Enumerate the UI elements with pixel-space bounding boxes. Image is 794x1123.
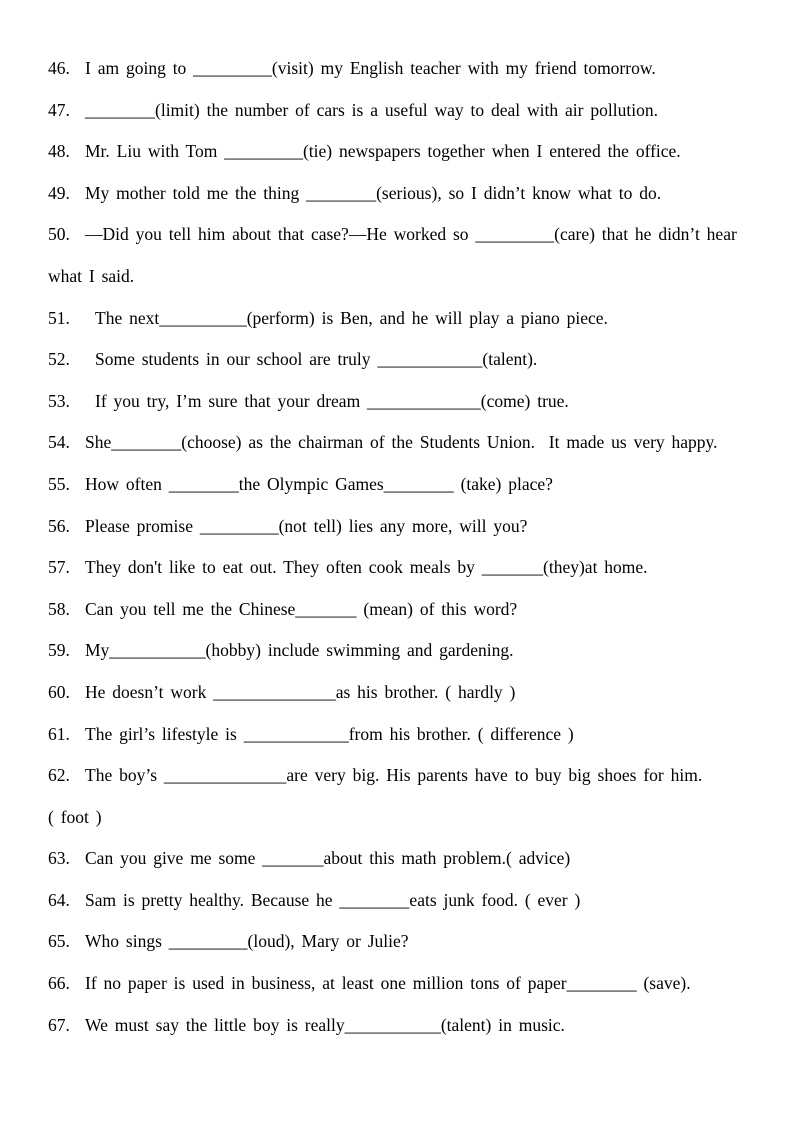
question-55: [48, 464, 778, 506]
question-number: 54.: [48, 432, 70, 453]
question-number: 66.: [48, 973, 70, 994]
question-number: 63.: [48, 848, 70, 869]
question-text: She________(choose) as the chairman of the Students Union. It made us very happy.: [85, 432, 718, 453]
question-text: My___________(hobby) include swimming and gardening.: [85, 640, 514, 661]
question-text: We must say the little boy is really___________(talent) in music.: [85, 1014, 565, 1035]
question-number: 59.: [48, 640, 70, 661]
question-51: [48, 298, 778, 340]
question-65: [48, 921, 778, 963]
question-number: 50.: [48, 224, 70, 245]
question-number: 58.: [48, 598, 70, 619]
question-text: Mr. Liu with Tom _________(tie) newspapers together when I entered the office.: [85, 141, 681, 162]
question-54: [48, 422, 778, 464]
question-text: —Did you tell him about that case?—He worked so _________(care) that he didn’t hear: [85, 224, 737, 245]
question-text: Can you give me some _______about this math problem.( advice): [85, 848, 571, 869]
question-64: [48, 880, 778, 922]
question-text: If no paper is used in business, at least one million tons of paper________ (save).: [85, 973, 691, 994]
question-number: 55.: [48, 473, 70, 494]
question-46: [48, 48, 778, 90]
question-text: If you try, I’m sure that your dream _____________(come) true.: [95, 390, 569, 411]
question-text: The next__________(perform) is Ben, and he will play a piano piece.: [95, 307, 608, 328]
question-53: [48, 381, 778, 423]
question-number: 51.: [48, 307, 70, 328]
question-67: [48, 1005, 778, 1047]
question-text: Who sings _________(loud), Mary or Julie?: [85, 931, 409, 952]
question-number: 49.: [48, 182, 70, 203]
question-number: 65.: [48, 931, 70, 952]
question-text: ________(limit) the number of cars is a useful way to deal with air pollution.: [85, 99, 658, 120]
question-number: 64.: [48, 889, 70, 910]
question-61: [48, 714, 778, 756]
question-63: [48, 838, 778, 880]
question-text: Can you tell me the Chinese_______ (mean) of this word?: [85, 598, 518, 619]
question-47: [48, 90, 778, 132]
question-number: 62.: [48, 765, 70, 786]
question-number: 57.: [48, 557, 70, 578]
question-text: The boy’s ______________are very big. His parents have to buy big shoes for him.: [85, 765, 703, 786]
question-text: How often ________the Olympic Games________ (take) place?: [85, 473, 553, 494]
question-number: 52.: [48, 349, 70, 370]
question-text: I am going to _________(visit) my English teacher with my friend tomorrow.: [85, 58, 656, 78]
question-text: Please promise _________(not tell) lies any more, will you?: [85, 515, 528, 536]
question-62: [48, 755, 778, 797]
question-text: Some students in our school are truly ____________(talent).: [95, 349, 538, 370]
question-text: Sam is pretty healthy. Because he ________eats junk food. ( ever ): [85, 889, 581, 910]
question-text: He doesn’t work ______________as his brother. ( hardly ): [85, 681, 516, 702]
question-text: They don't like to eat out. They often cook meals by _______(they)at home.: [85, 557, 648, 578]
question-58: [48, 589, 778, 631]
question-52: [48, 339, 778, 381]
question-number: 61.: [48, 723, 70, 744]
question-50: [48, 214, 778, 256]
question-50-continuation: what I said.: [48, 265, 135, 286]
question-list: [48, 48, 778, 1046]
question-number: 60.: [48, 681, 70, 702]
question-number: 48.: [48, 141, 70, 162]
question-48: [48, 131, 778, 173]
question-62-continuation: ( foot ): [48, 806, 102, 827]
question-57: [48, 547, 778, 589]
question-text: My mother told me the thing ________(serious), so I didn’t know what to do.: [85, 182, 662, 203]
question-60: [48, 672, 778, 714]
question-number: 46.: [48, 58, 70, 78]
question-number: 47.: [48, 99, 70, 120]
question-59: [48, 630, 778, 672]
question-56: [48, 506, 778, 548]
question-66: [48, 963, 778, 1005]
question-number: 56.: [48, 515, 70, 536]
question-49: [48, 173, 778, 215]
question-number: 53.: [48, 390, 70, 411]
question-text: The girl’s lifestyle is ____________from his brother. ( difference ): [85, 723, 574, 744]
question-number: 67.: [48, 1014, 70, 1035]
